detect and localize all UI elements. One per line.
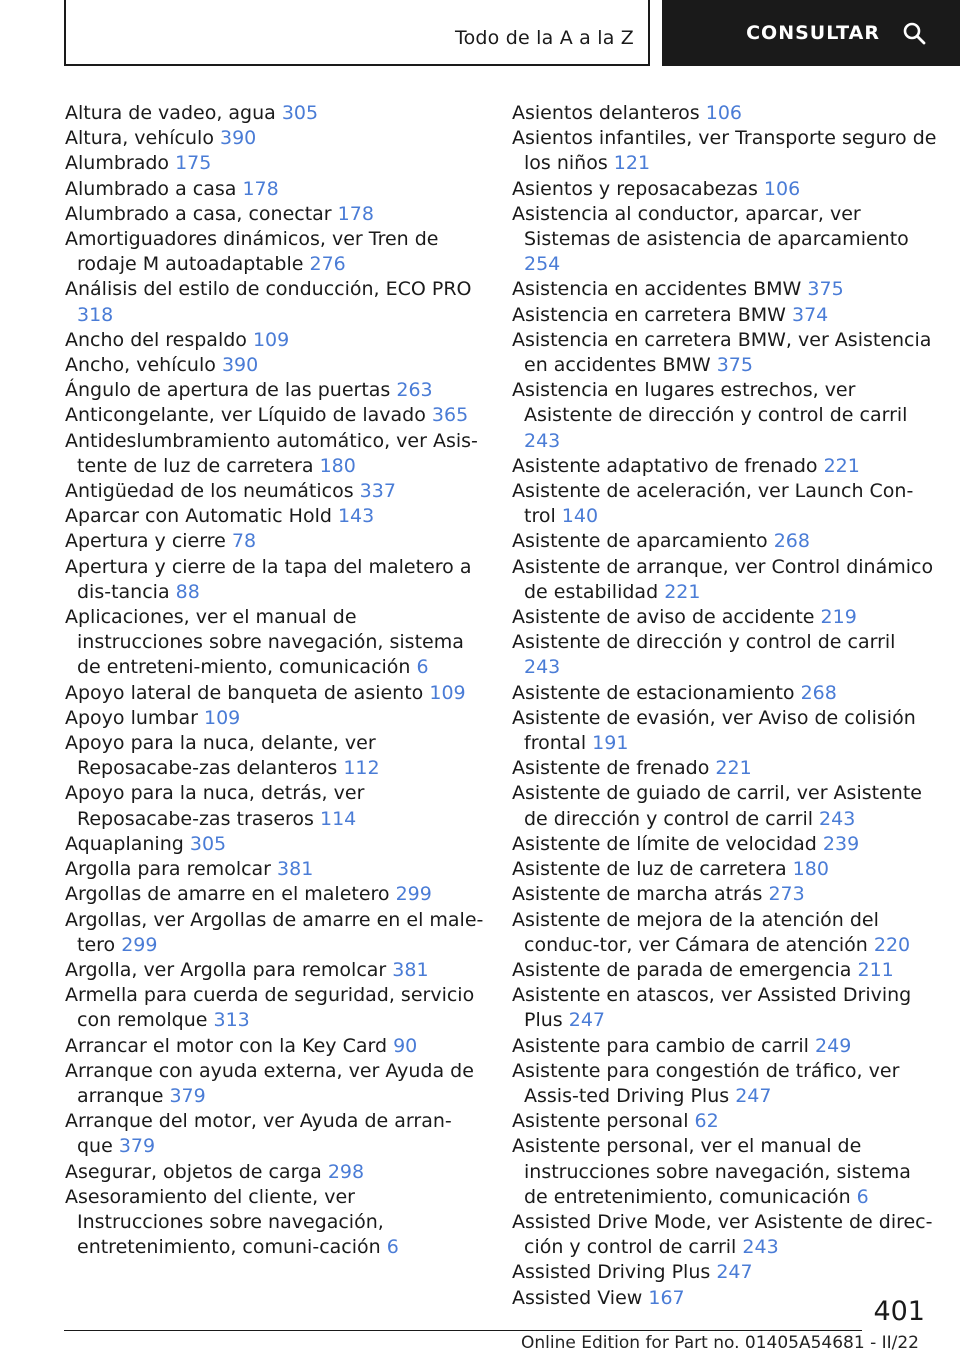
page-reference-link[interactable]: 143 [337, 505, 375, 528]
index-term: Asistencia en lugares estrechos, ver Asistente de dirección y control de carril [512, 379, 908, 427]
page-reference-link[interactable]: 375 [807, 278, 844, 301]
index-term: Asistente de aviso de accidente [512, 606, 815, 629]
page-reference-link[interactable]: 254 [524, 253, 561, 276]
index-term: Aquaplaning [65, 832, 184, 855]
page-reference-link[interactable]: 180 [319, 454, 356, 477]
index-entry [65, 328, 485, 353]
index-entry [65, 832, 485, 857]
index-term: Alumbrado a casa, conectar [65, 202, 332, 225]
index-term: Argolla, ver Argolla para remolcar [65, 958, 387, 981]
page-reference-link[interactable]: 247 [735, 1084, 772, 1107]
section-title: Todo de la A a la Z [455, 27, 634, 49]
page-reference-link[interactable]: 78 [231, 530, 257, 553]
index-entry [65, 731, 485, 781]
index-entry [512, 479, 937, 529]
page-reference-link[interactable]: 247 [716, 1261, 753, 1284]
page-reference-link[interactable]: 114 [319, 807, 357, 830]
page-reference-link[interactable]: 381 [392, 958, 429, 981]
index-term: Alumbrado a casa [65, 177, 237, 200]
page-reference-link[interactable]: 243 [742, 1236, 779, 1259]
index-term: Asientos y reposacabezas [512, 177, 758, 200]
index-term: Asegurar, objetos de carga [65, 1160, 322, 1183]
index-term: Asistente de dirección y control de carril [512, 631, 896, 654]
page-reference-link[interactable]: 247 [568, 1009, 605, 1032]
page-reference-link[interactable]: 313 [213, 1009, 250, 1032]
page-reference-link[interactable]: 268 [800, 681, 837, 704]
page-reference-link[interactable]: 90 [393, 1034, 418, 1057]
index-term: Argollas de amarre en el maletero [65, 883, 390, 906]
index-term: Asistencia en carretera BMW, ver Asistencia en accidentes BMW [512, 328, 932, 377]
index-entry [512, 177, 937, 202]
page-reference-link[interactable]: 374 [791, 303, 829, 326]
index-term: Asistente de parada de emergencia [512, 958, 852, 981]
index-entry [65, 479, 485, 504]
index-column-left [65, 101, 485, 1260]
index-term: Aparcar con Automatic Hold [65, 505, 332, 528]
index-term: Assisted Drive Mode, ver Asistente de direc-ción y control de carril [512, 1210, 933, 1259]
index-entry [512, 756, 937, 781]
index-entry [65, 1109, 485, 1159]
index-term: Apoyo para la nuca, delante, ver Reposacabe-zas delanteros [65, 732, 376, 780]
index-term: Asientos delanteros [512, 102, 700, 124]
index-entry [512, 1210, 937, 1260]
page-reference-link[interactable]: 243 [819, 807, 856, 830]
page-reference-link[interactable]: 167 [648, 1286, 685, 1309]
page-reference-link[interactable]: 273 [768, 883, 805, 906]
index-entry [512, 908, 937, 958]
index-term: Aplicaciones, ver el manual de instrucciones sobre navegación, sistema de entreteni-miento, comunicación [65, 606, 464, 679]
index-entry [65, 429, 485, 479]
page-reference-link[interactable]: 243 [524, 656, 561, 679]
page-reference-link[interactable]: 106 [763, 177, 801, 200]
page-reference-link[interactable]: 211 [857, 958, 894, 981]
index-entry [512, 882, 937, 907]
page-reference-link[interactable]: 390 [221, 354, 259, 377]
index-term: Argolla para remolcar [65, 858, 271, 881]
page-reference-link[interactable]: 299 [395, 883, 432, 906]
page-reference-link[interactable]: 305 [281, 102, 319, 124]
page-reference-link[interactable]: 221 [664, 580, 701, 603]
index-entry [65, 555, 485, 605]
index-term: Armella para cuerda de seguridad, servicio con remolque [65, 984, 475, 1032]
page-reference-link[interactable]: 365 [431, 404, 469, 427]
page-reference-link[interactable]: 337 [359, 480, 396, 503]
index-entry [512, 303, 937, 328]
index-entry [65, 529, 485, 554]
index-entry [512, 630, 937, 680]
index-term: Asistente de luz de carretera [512, 858, 787, 881]
index-entry [65, 706, 485, 731]
page-reference-link[interactable]: 243 [524, 429, 561, 452]
index-entry [65, 857, 485, 882]
index-term: Asistente en atascos, ver Assisted Driving Plus [512, 984, 912, 1032]
index-term: Asistente de límite de velocidad [512, 832, 817, 855]
page-reference-link[interactable]: 220 [873, 933, 911, 956]
index-term: Antigüedad de los neumáticos [65, 480, 354, 503]
page-reference-link[interactable]: 305 [189, 832, 227, 855]
index-term: Altura, vehículo [65, 127, 214, 150]
page-reference-link[interactable]: 219 [820, 606, 857, 629]
index-entry [65, 958, 485, 983]
page-reference-link[interactable]: 221 [823, 454, 860, 477]
page-reference-link[interactable]: 239 [822, 832, 860, 855]
page-reference-link[interactable]: 299 [121, 933, 158, 956]
page-reference-link[interactable]: 140 [561, 505, 599, 528]
index-term: Altura de vadeo, agua [65, 102, 276, 124]
page-reference-link[interactable]: 318 [77, 303, 114, 326]
page-reference-link[interactable]: 375 [716, 354, 753, 377]
page-reference-link[interactable]: 88 [175, 580, 200, 603]
index-term: Apoyo lateral de banqueta de asiento [65, 681, 424, 704]
index-term: Asistente personal [512, 1110, 689, 1133]
index-entry [512, 983, 937, 1033]
consult-label: CONSULTAR [746, 22, 880, 44]
index-term: Asesoramiento del cliente, ver Instrucciones sobre navegación, entretenimiento, comuni-cación [65, 1185, 384, 1259]
index-term: Asistente para cambio de carril [512, 1034, 809, 1057]
page-reference-link[interactable]: 178 [242, 177, 279, 200]
page-reference-link[interactable]: 112 [343, 757, 380, 780]
index-term: Alumbrado [65, 152, 170, 175]
page-reference-link[interactable]: 180 [792, 858, 829, 881]
search-icon [902, 21, 926, 45]
index-entry [512, 202, 937, 278]
index-term: Arranque con ayuda externa, ver Ayuda de arranque [65, 1059, 474, 1107]
index-term: Asistente adaptativo de frenado [512, 454, 818, 477]
index-entry [512, 529, 937, 554]
index-term: Asistente de aceleración, ver Launch Con-trol [512, 480, 914, 528]
index-term: Amortiguadores dinámicos, ver Tren de rodaje M autoadaptable [65, 228, 439, 276]
index-term: Asistente de evasión, ver Aviso de colisión frontal [512, 706, 916, 755]
index-entry [512, 706, 937, 756]
index-term: Asistente de mejora de la atención del conduc-tor, ver Cámara de atención [512, 908, 879, 956]
page-reference-link[interactable]: 298 [327, 1160, 365, 1183]
section-header [64, 0, 650, 66]
page-reference-link[interactable]: 263 [396, 379, 433, 402]
index-entry [65, 202, 485, 227]
index-entry [512, 277, 937, 302]
index-term: Ancho del respaldo [65, 328, 247, 351]
index-term: Assisted Driving Plus [512, 1261, 711, 1284]
index-entry [65, 605, 485, 681]
index-entry [65, 227, 485, 277]
index-entry [65, 151, 485, 176]
index-term: Arrancar el motor con la Key Card [65, 1034, 388, 1057]
index-entry [512, 126, 937, 176]
index-term: Apertura y cierre de la tapa del maletero a dis-tancia [65, 555, 472, 603]
page-reference-link[interactable]: 191 [592, 732, 629, 755]
page-reference-link[interactable]: 249 [815, 1034, 852, 1057]
index-entry [65, 101, 485, 126]
edition-footer: Online Edition for Part no. 01405A54681 - II/22 [520, 1333, 919, 1353]
page-reference-link[interactable]: 379 [118, 1135, 156, 1158]
footer-divider [64, 1330, 862, 1331]
index-entry [512, 1059, 937, 1109]
page-reference-link[interactable]: 178 [337, 202, 374, 225]
index-term: Apoyo para la nuca, detrás, ver Reposacabe-zas traseros [65, 782, 365, 830]
index-entry [65, 126, 485, 151]
index-entry [512, 454, 937, 479]
index-entry [65, 353, 485, 378]
page-reference-link[interactable]: 175 [175, 152, 212, 175]
index-term: Asistencia en accidentes BMW [512, 278, 802, 301]
index-entry [65, 681, 485, 706]
index-term: Asistente de aparcamiento [512, 530, 768, 553]
index-term: Asientos infantiles, ver Transporte seguro de los niños [512, 127, 937, 175]
index-term: Asistencia en carretera BMW [512, 303, 786, 326]
index-entry [512, 1109, 937, 1134]
index-entry [65, 1034, 485, 1059]
index-entry [512, 605, 937, 630]
index-entry [65, 983, 485, 1033]
page-number: 401 [873, 1296, 925, 1327]
index-term: Arranque del motor, ver Ayuda de arran-que [65, 1110, 452, 1158]
index-entry [512, 1134, 937, 1210]
index-entry [512, 555, 937, 605]
index-term: Análisis del estilo de conducción, ECO PRO [65, 278, 472, 301]
index-term: Asistente de guiado de carril, ver Asistente de dirección y control de carril [512, 782, 922, 830]
index-entry [512, 857, 937, 882]
page-reference-link[interactable]: 62 [694, 1110, 719, 1133]
index-term: Antideslumbramiento automático, ver Asis-tente de luz de carretera [65, 429, 478, 477]
index-term: Anticongelante, ver Líquido de lavado [65, 404, 426, 427]
index-term: Asistente de estacionamiento [512, 681, 795, 704]
index-entry [65, 908, 485, 958]
index-term: Asistente de arranque, ver Control dinámico de estabilidad [512, 555, 934, 603]
index-entry [512, 378, 937, 454]
index-term: Apoyo lumbar [65, 706, 198, 729]
page-reference-link[interactable]: 221 [715, 757, 752, 780]
index-term: Asistencia al conductor, aparcar, ver Sistemas de asistencia de aparcamiento [512, 202, 909, 251]
index-entry [512, 681, 937, 706]
index-term: Apertura y cierre [65, 530, 226, 553]
index-entry [512, 1034, 937, 1059]
index-term: Asistente para congestión de tráfico, ver Assis-ted Driving Plus [512, 1059, 900, 1107]
index-entry [65, 1185, 485, 1261]
page-reference-link[interactable]: 381 [277, 858, 314, 881]
page-reference-link[interactable]: 379 [169, 1084, 206, 1107]
index-entry [65, 378, 485, 403]
index-entry [65, 781, 485, 831]
page-reference-link[interactable]: 268 [773, 530, 810, 553]
page-reference-link[interactable]: 109 [429, 681, 466, 704]
page-reference-link[interactable]: 109 [203, 706, 241, 729]
index-entry [65, 277, 485, 327]
index-term: Argollas, ver Argollas de amarre en el male-tero [65, 908, 484, 956]
page-reference-link[interactable]: 6 [386, 1236, 399, 1259]
index-entry [512, 958, 937, 983]
index-entry [65, 403, 485, 428]
index-term: Asistente de frenado [512, 757, 710, 780]
index-entry [512, 101, 937, 126]
index-term: Asistente de marcha atrás [512, 883, 763, 906]
page-reference-link[interactable]: 109 [252, 328, 290, 351]
index-entry [65, 504, 485, 529]
index-entry [65, 882, 485, 907]
index-entry [512, 781, 937, 831]
index-entry [512, 1260, 937, 1285]
index-entry [512, 832, 937, 857]
page-reference-link[interactable]: 390 [220, 127, 257, 150]
page-reference-link[interactable]: 6 [856, 1185, 869, 1208]
index-term: Asistente personal, ver el manual de instrucciones sobre navegación, sistema de entretenimiento, comunicación [512, 1135, 911, 1208]
consult-tab[interactable] [662, 0, 960, 66]
page-reference-link[interactable]: 6 [416, 656, 429, 679]
index-term: Ángulo de apertura de las puertas [65, 379, 391, 402]
page-reference-link[interactable]: 276 [309, 253, 346, 276]
index-entry [65, 177, 485, 202]
index-entry [65, 1059, 485, 1109]
index-entry [65, 1160, 485, 1185]
index-term: Ancho, vehículo [65, 354, 216, 377]
index-entry [512, 328, 937, 378]
page-reference-link[interactable]: 106 [705, 102, 743, 124]
page-reference-link[interactable]: 121 [613, 152, 651, 175]
index-column-right [512, 101, 937, 1311]
index-term: Assisted View [512, 1286, 643, 1309]
